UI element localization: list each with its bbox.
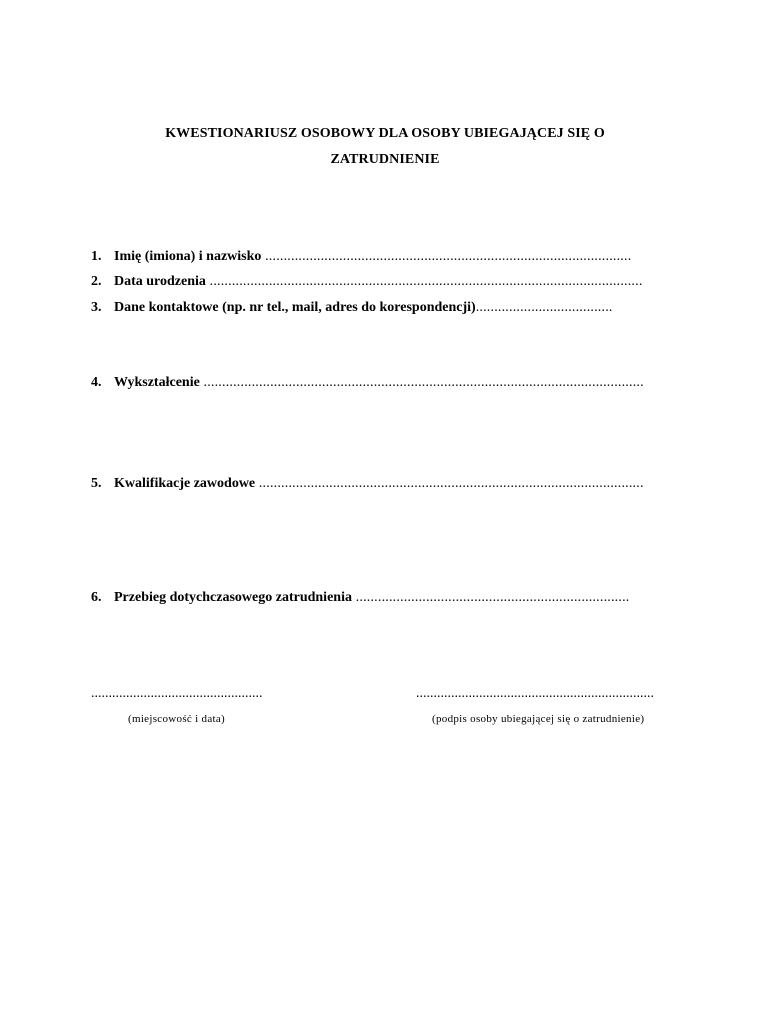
document-title-line-2: ZATRUDNIENIE <box>330 152 440 167</box>
field-employment-history <box>91 590 681 606</box>
item-dotted-line: ........................................................................................................ <box>255 476 644 491</box>
item-dotted-line: ..................................... <box>475 300 613 315</box>
item-dotted-line: .......................................................................... <box>351 590 630 605</box>
applicant-signature-line: .................................................................... <box>416 686 654 701</box>
place-date-caption: (miejscowość i data) <box>128 713 226 725</box>
item-label: Dane kontaktowe (np. nr tel., mail, adres do korespondencji) <box>114 300 476 315</box>
item-dotted-line: ..................................................................................................................... <box>205 274 643 289</box>
item-number: 4. <box>91 375 102 390</box>
item-label: Data urodzenia <box>114 274 206 289</box>
applicant-signature-caption: (podpis osoby ubiegającej się o zatrudnienie) <box>432 713 645 725</box>
field-professional-qualifications <box>91 476 681 492</box>
field-education <box>91 375 681 391</box>
place-date-signature-line: ................................................. <box>91 686 263 701</box>
field-full-name <box>91 249 681 265</box>
item-number: 2. <box>91 274 102 289</box>
field-birth-date <box>91 274 681 290</box>
item-dotted-line: ................................................................................................... <box>261 249 632 264</box>
field-contact-details <box>91 300 681 316</box>
document-title-line-1: KWESTIONARIUSZ OSOBOWY DLA OSOBY UBIEGAJĄCEJ SIĘ O <box>165 126 605 141</box>
item-label: Imię (imiona) i nazwisko <box>114 249 262 264</box>
item-label: Kwalifikacje zawodowe <box>114 476 256 491</box>
item-number: 3. <box>91 300 102 315</box>
item-number: 5. <box>91 476 102 491</box>
item-number: 1. <box>91 249 102 264</box>
item-dotted-line: ....................................................................................................................... <box>199 375 644 390</box>
item-label: Przebieg dotychczasowego zatrudnienia <box>114 590 352 605</box>
item-label: Wykształcenie <box>114 375 200 390</box>
item-number: 6. <box>91 590 102 605</box>
